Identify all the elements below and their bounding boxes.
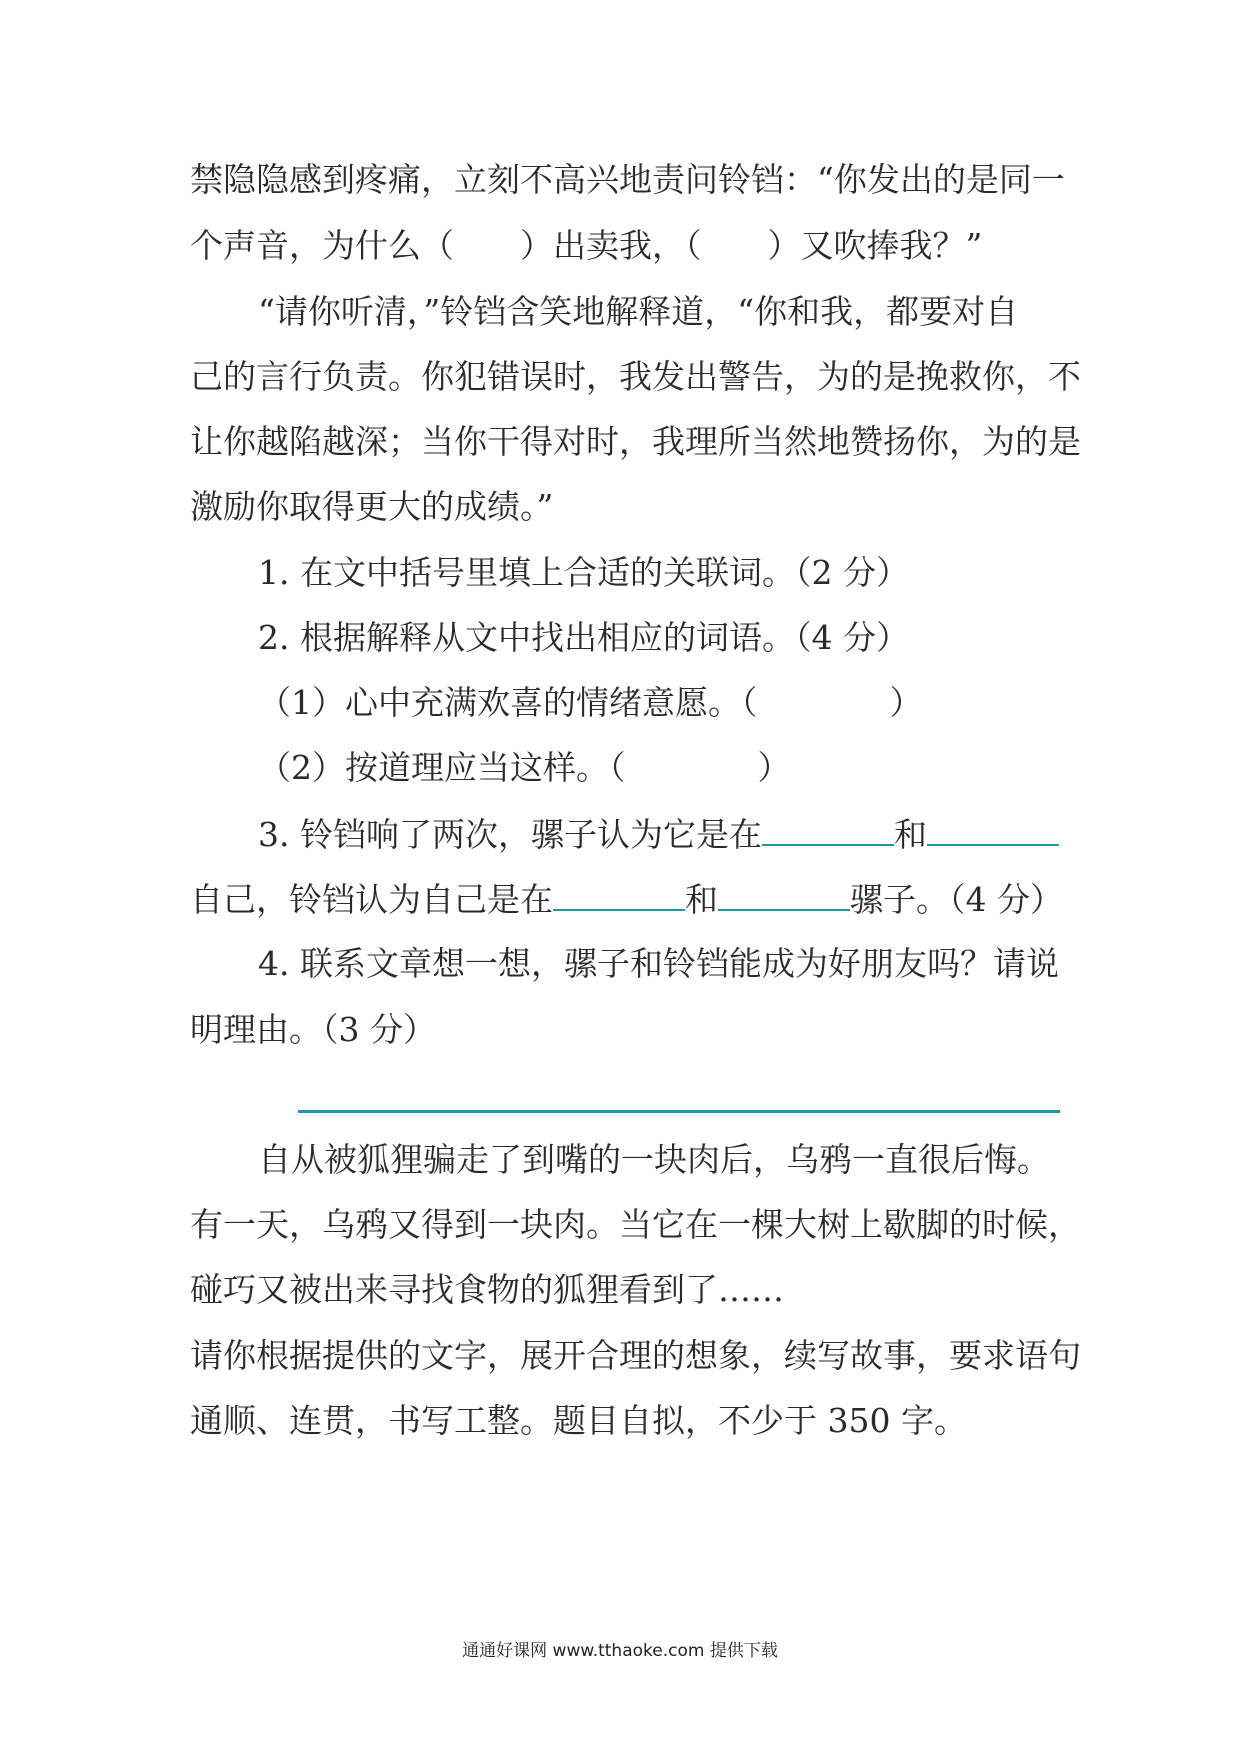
passage-line-4: 己的言行负责。你犯错误时，我发出警告，为的是挽救你，不 bbox=[190, 357, 1081, 396]
passage-line-2: 个声音，为什么（ ）出卖我，（ ）又吹捧我？” bbox=[190, 226, 983, 265]
and-label: 和 bbox=[685, 880, 718, 919]
question-3-end: 骡子。（4 分） bbox=[850, 880, 1063, 919]
question-3-text: 3. 铃铛响了两次，骡子认为它是在 bbox=[258, 815, 762, 854]
answer-blank[interactable] bbox=[927, 814, 1059, 846]
passage-line-6: 激励你取得更大的成绩。” bbox=[190, 487, 554, 526]
answer-line[interactable] bbox=[298, 1110, 1060, 1113]
answer-blank[interactable] bbox=[718, 879, 850, 911]
question-2-item-2: （2）按道理应当这样。（ ） bbox=[258, 748, 791, 787]
question-4-line-2: 明理由。（3 分） bbox=[190, 1010, 436, 1049]
writing-line-4: 请你根据提供的文字，展开合理的想象，续写故事，要求语句 bbox=[190, 1336, 1081, 1375]
passage-line-1: 禁隐隐感到疼痛，立刻不高兴地责问铃铛：“你发出的是同一 bbox=[190, 160, 1065, 199]
writing-line-3: 碰巧又被出来寻找食物的狐狸看到了…… bbox=[190, 1270, 784, 1309]
and-label: 和 bbox=[893, 815, 927, 854]
writing-line-5: 通顺、连贯，书写工整。题目自拟，不少于 350 字。 bbox=[190, 1401, 967, 1440]
answer-blank[interactable] bbox=[553, 879, 685, 911]
passage-line-5: 让你越陷越深；当你干得对时，我理所当然地赞扬你，为的是 bbox=[190, 422, 1081, 461]
question-4-line-1: 4. 联系文章想一想，骡子和铃铛能成为好朋友吗？请说 bbox=[258, 944, 1059, 983]
answer-blank[interactable] bbox=[762, 814, 894, 846]
question-3-line-1 bbox=[258, 814, 1059, 855]
question-2-item-1: （1）心中充满欢喜的情绪意愿。（ ） bbox=[258, 683, 923, 722]
footer-credit: 通通好课网 www.tthaoke.com 提供下载 bbox=[462, 1641, 778, 1661]
question-3-line-2 bbox=[190, 879, 1063, 920]
writing-line-1: 自从被狐狸骗走了到嘴的一块肉后，乌鸦一直很后悔。 bbox=[258, 1140, 1050, 1179]
question-1: 1. 在文中括号里填上合适的关联词。（2 分） bbox=[258, 553, 909, 592]
writing-line-2: 有一天，乌鸦又得到一块肉。当它在一棵大树上歇脚的时候， bbox=[190, 1205, 1081, 1244]
question-2: 2. 根据解释从文中找出相应的词语。（4 分） bbox=[258, 618, 909, 657]
question-3-text-2: 自己，铃铛认为自己是在 bbox=[190, 880, 553, 919]
passage-line-3: “请你听清，”铃铛含笑地解释道，“你和我，都要对自 bbox=[258, 292, 1019, 331]
